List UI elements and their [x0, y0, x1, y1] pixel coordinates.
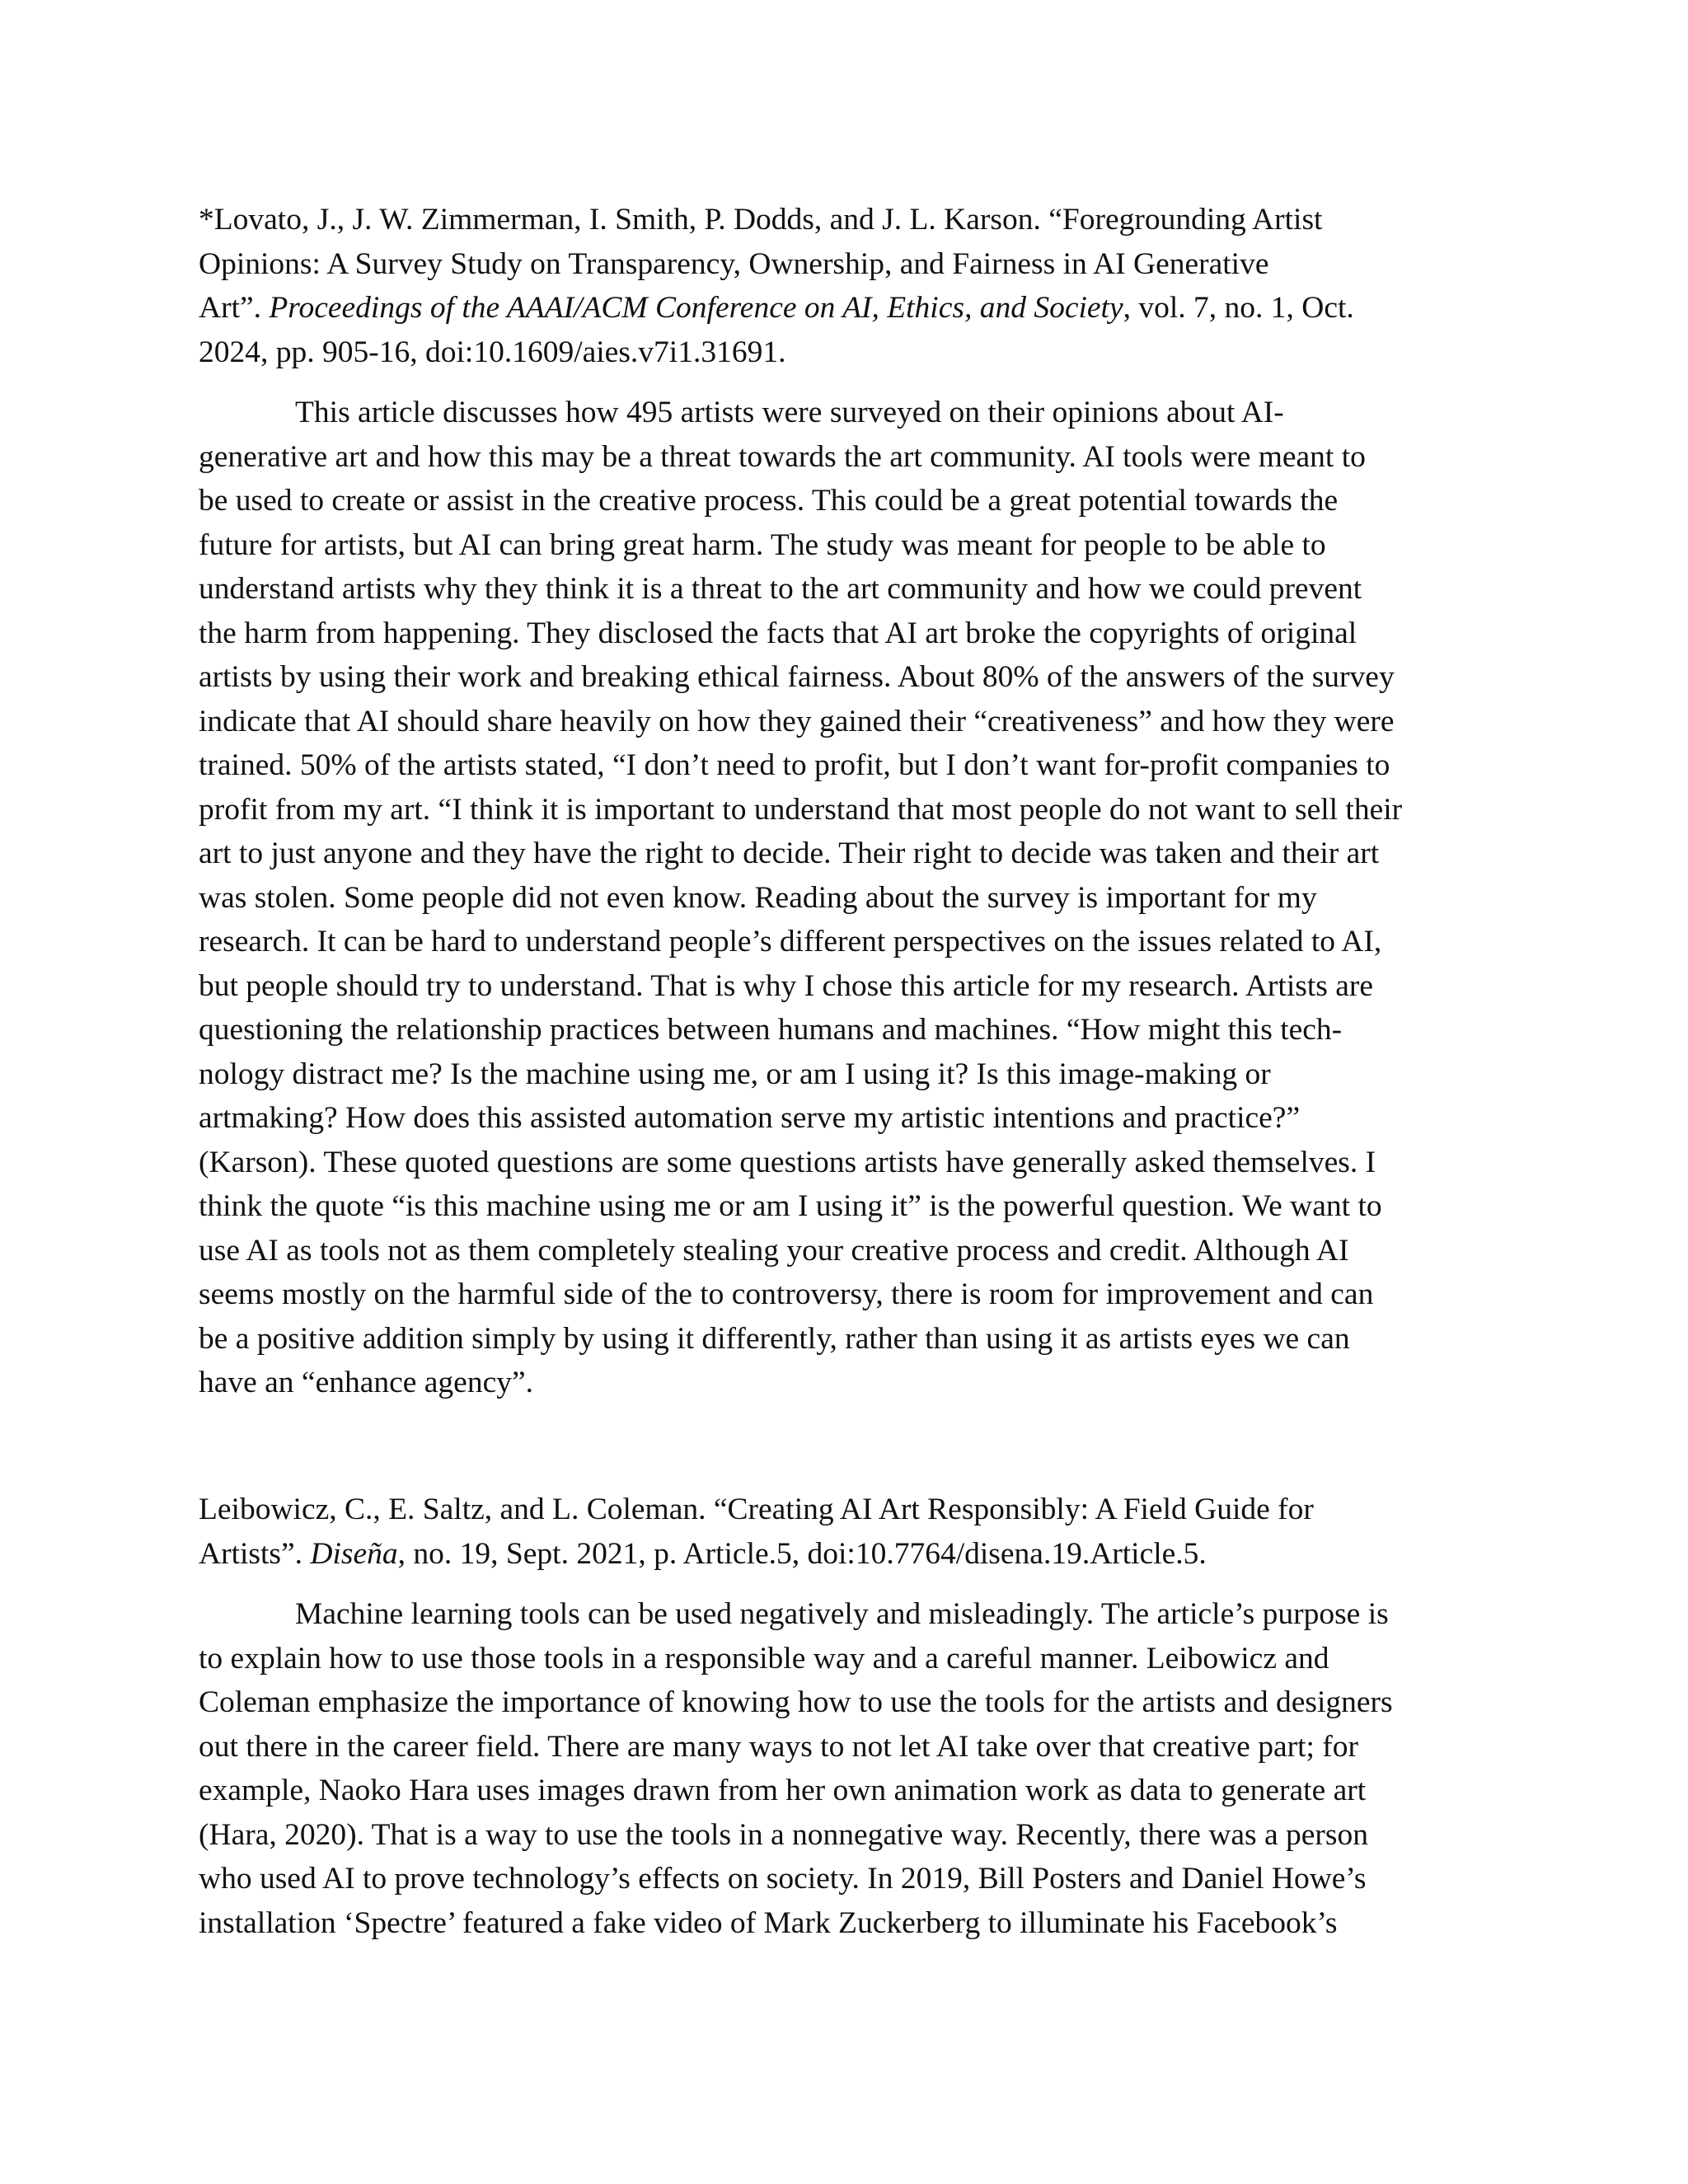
citation-line [199, 242, 1484, 287]
annotation-line: be used to create or assist in the creative process. This could be a great potential towards the [199, 484, 1339, 518]
annotation-line: nology distract me? Is the machine using me, or am I using it? Is this image-making or [199, 1057, 1271, 1091]
annotation-line: out there in the career field. There are many ways to not let AI take over that creative part; for [199, 1729, 1359, 1764]
annotation-line: who used AI to prove technology’s effects on society. In 2019, Bill Posters and Daniel Howe’s [199, 1862, 1367, 1896]
annotation-line: (Hara, 2020). That is a way to use the tools in a nonnegative way. Recently, there was a person [199, 1817, 1369, 1852]
annotation-line: understand artists why they think it is a threat to the art community and how we could prevent [199, 572, 1362, 606]
citation-text: Opinions: A Survey Study on Transparency, Ownership, and Fairness in AI Generative [199, 246, 1269, 281]
annotation-line: research. It can be hard to understand people’s different perspectives on the issues related to AI, [199, 925, 1382, 958]
annotation-line: example, Naoko Hara uses images drawn from her own animation work as data to generate art [199, 1774, 1367, 1807]
citation-text: , no. 19, Sept. 2021, p. Article.5, doi:10.7764/disena.19.Article.5. [397, 1536, 1207, 1571]
annotation-line: questioning the relationship practices between humans and machines. “How might this tech- [199, 1013, 1343, 1047]
citation-line [199, 330, 1484, 375]
annotation-line: indicate that AI should share heavily on how they gained their “creativeness” and how they were [199, 704, 1395, 738]
annotation-line: Machine learning tools can be used negatively and misleadingly. The article’s purpose is [295, 1597, 1389, 1631]
citation-text: Art”. [199, 291, 270, 325]
citation-line [199, 198, 1484, 242]
annotation-line: Coleman emphasize the importance of knowing how to use the tools for the artists and designers [199, 1685, 1393, 1719]
citation-text: Artists”. [199, 1536, 311, 1571]
annotation-line: profit from my art. “I think it is important to understand that most people do not want to sell their [199, 792, 1403, 827]
bibliography-entry [199, 198, 1484, 1405]
journal-title: Proceedings of the AAAI/ACM Conference on AI, Ethics, and Society [269, 291, 1123, 325]
annotation-line: be a positive addition simply by using it differently, rather than using it as artists eyes we can [199, 1321, 1350, 1356]
citation-text: Leibowicz, C., E. Saltz, and L. Coleman. “Creating AI Art Responsibly: A Field Guide for [199, 1493, 1314, 1526]
citation-text: , vol. 7, no. 1, Oct. [1123, 291, 1354, 325]
annotation-line: artmaking? How does this assisted automation serve my artistic intentions and practice?” [199, 1101, 1301, 1135]
annotation-line: think the quote “is this machine using me or am I using it” is the powerful question. We want to [199, 1189, 1382, 1223]
annotation-line: but people should try to understand. That is why I chose this article for my research. Artists are [199, 968, 1373, 1003]
citation [199, 1488, 1484, 1576]
annotation-line: to explain how to use those tools in a responsible way and a careful manner. Leibowicz and [199, 1641, 1329, 1675]
annotation-paragraph [199, 1592, 1484, 1945]
annotation-line: future for artists, but AI can bring great harm. The study was meant for people to be able to [199, 527, 1326, 562]
journal-title: Diseña [310, 1536, 398, 1571]
bibliography-entry [199, 1488, 1484, 1945]
annotation-line: installation ‘Spectre’ featured a fake video of Mark Zuckerberg to illuminate his Facebook’s [199, 1905, 1338, 1940]
annotation-line: have an “enhance agency”. [199, 1366, 533, 1399]
annotation-line: use AI as tools not as them completely stealing your creative process and credit. Although AI [199, 1233, 1349, 1268]
citation-text: *Lovato, J., J. W. Zimmerman, I. Smith, P. Dodds, and J. L. Karson. “Foregrounding Artist [199, 203, 1323, 237]
annotation-line: the harm from happening. They disclosed the facts that AI art broke the copyrights of original [199, 616, 1357, 650]
annotation-line: trained. 50% of the artists stated, “I don’t need to profit, but I don’t want for-profit companies to [199, 748, 1390, 782]
citation-line [199, 1488, 1484, 1532]
annotation-paragraph [199, 391, 1484, 1405]
citation [199, 198, 1484, 374]
citation-line [199, 1532, 1484, 1577]
annotation-line: generative art and how this may be a threat towards the art community. AI tools were meant to [199, 439, 1366, 474]
annotation-line: (Karson). These quoted questions are some questions artists have generally asked themselves. I [199, 1145, 1376, 1179]
citation-line [199, 286, 1484, 330]
annotation-line: This article discusses how 495 artists were surveyed on their opinions about AI- [295, 396, 1284, 429]
annotation-line: seems mostly on the harmful side of the to controversy, there is room for improvement and can [199, 1277, 1374, 1311]
annotation-line: art to just anyone and they have the right to decide. Their right to decide was taken and their art [199, 837, 1380, 870]
annotation-line: was stolen. Some people did not even know. Reading about the survey is important for my [199, 880, 1317, 915]
citation-text: 2024, pp. 905-16, doi:10.1609/aies.v7i1.31691. [199, 335, 786, 369]
annotation-line: artists by using their work and breaking ethical fairness. About 80% of the answers of the survey [199, 660, 1395, 694]
